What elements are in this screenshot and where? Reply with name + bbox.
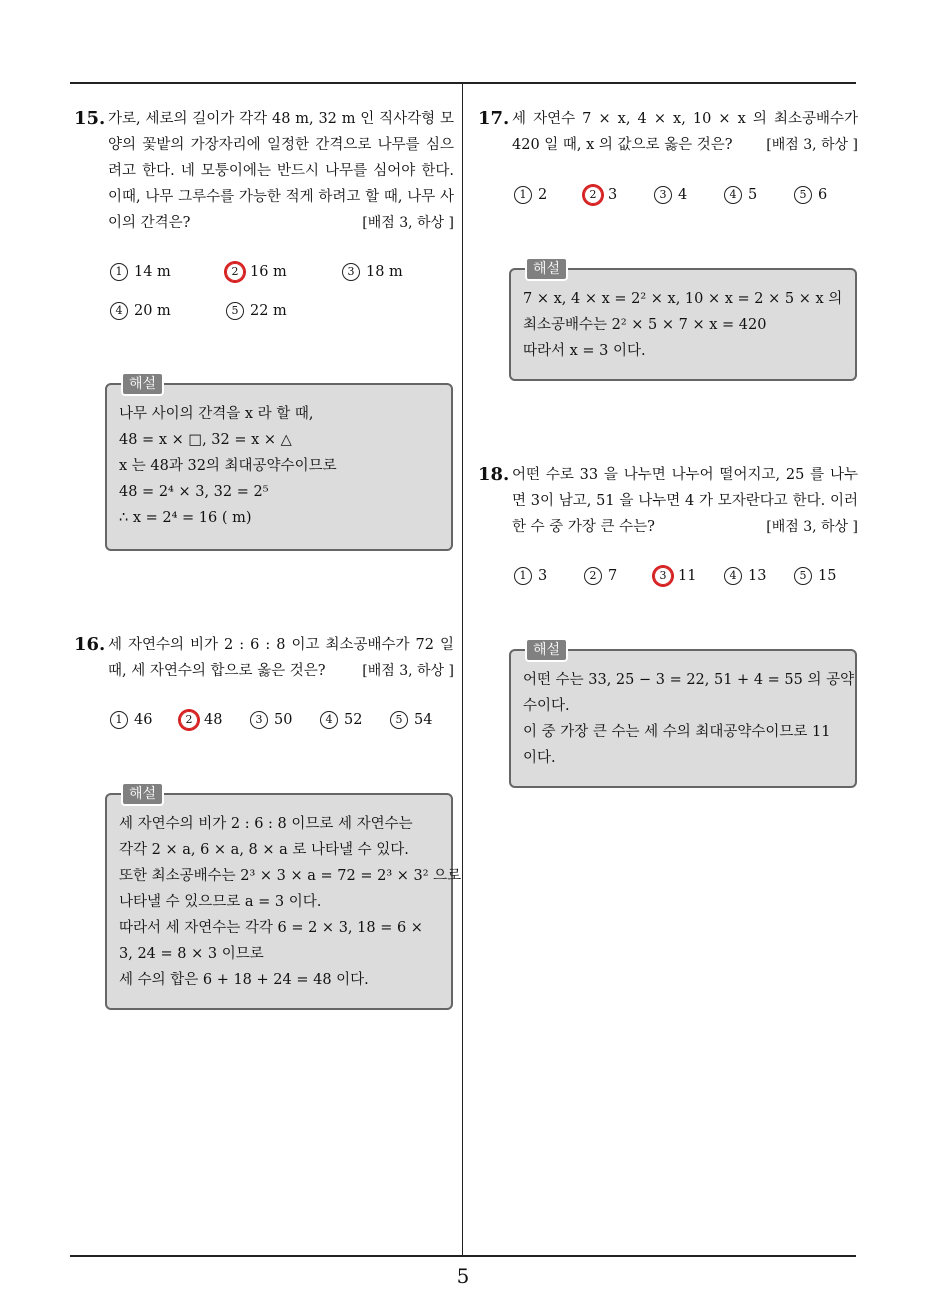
choice-marker: 4 [724, 567, 742, 585]
choice-text: 22 m [250, 303, 287, 319]
explanation-tag: 해설 [525, 257, 568, 281]
explanation-line: 이 중 가장 큰 수는 세 수의 최대공약수이므로 11 [523, 724, 831, 740]
choice-4[interactable] [724, 186, 757, 204]
choice-text: 13 [748, 568, 767, 584]
explanation-box-17 [509, 261, 857, 381]
choice-marker: 3 [654, 567, 672, 585]
problem-meta: [배점 3, 하상 ] [766, 519, 858, 535]
explanation-line: 세 자연수의 비가 2 : 6 : 8 이므로 세 자연수는 [119, 816, 413, 832]
choice-text: 20 m [134, 303, 171, 319]
explanation-line: 어떤 수는 33, 25 − 3 = 22, 51 + 4 = 55 의 공약 [523, 672, 855, 688]
choice-text: 18 m [366, 264, 403, 280]
problem-15 [74, 106, 454, 236]
choice-text: 2 [538, 187, 548, 203]
explanation-line: 48 = x × □, 32 = x × △ [119, 432, 292, 448]
choice-5[interactable] [794, 567, 836, 585]
explanation-line: 나무 사이의 간격을 x 라 할 때, [119, 406, 314, 422]
choice-text: 46 [134, 712, 153, 728]
explanation-line: 또한 최소공배수는 2³ × 3 × a = 72 = 2³ × 3² 으로 [119, 868, 462, 884]
explanation-box-16 [105, 786, 462, 1010]
choice-marker: 5 [794, 567, 812, 585]
choice-text: 7 [608, 568, 618, 584]
choice-marker: 3 [342, 263, 360, 281]
choice-text: 15 [818, 568, 837, 584]
explanation-line: 따라서 x = 3 이다. [523, 343, 646, 359]
choice-marker: 2 [180, 711, 198, 729]
choice-marker: 5 [390, 711, 408, 729]
bottom-rule [70, 1255, 856, 1257]
choice-5[interactable] [226, 302, 287, 320]
problem-meta: [배점 3, 하상 ] [362, 663, 454, 679]
explanation-line: 각각 2 × a, 6 × a, 8 × a 로 나타낼 수 있다. [119, 842, 409, 858]
explanation-line: 3, 24 = 8 × 3 이므로 [119, 946, 264, 962]
choice-text: 4 [678, 187, 688, 203]
choice-marker: 4 [724, 186, 742, 204]
problem-text: 세 자연수의 비가 2 : 6 : 8 이고 최소공배수가 72 일 때, 세 자연수의 합으로 옳은 것은? [108, 637, 454, 679]
choice-text: 48 [204, 712, 223, 728]
choice-2-selected[interactable] [226, 263, 287, 281]
choice-marker: 1 [514, 186, 532, 204]
choice-marker: 3 [250, 711, 268, 729]
explanation-line: 따라서 세 자연수는 각각 6 = 2 × 3, 18 = 6 × [119, 920, 423, 936]
choice-text: 50 [274, 712, 293, 728]
problem-text: 세 자연수 7 × x, 4 × x, 10 × x 의 최소공배수가 420 일 때, x 의 값으로 옳은 것은? [512, 111, 858, 153]
choice-3[interactable] [654, 186, 687, 204]
choice-marker: 1 [110, 711, 128, 729]
choice-2-selected[interactable] [180, 711, 222, 729]
choice-marker: 3 [654, 186, 672, 204]
problem-meta: [배점 3, 하상 ] [766, 137, 858, 153]
problem-text: 가로, 세로의 길이가 각각 48 m, 32 m 인 직사각형 모양의 꽃밭의 가장자리에 일정한 간격으로 나무를 심으려고 한다. 네 모퉁이에는 반드시 나무를 심어야 한다. 이때, 나무 그루수를 가능한 적게 하려고 할 때, 나무 사이의 간격은? [108, 111, 454, 231]
explanation-tag: 해설 [121, 782, 164, 806]
choice-marker: 5 [794, 186, 812, 204]
choice-marker: 4 [110, 302, 128, 320]
choice-marker: 4 [320, 711, 338, 729]
choice-2-selected[interactable] [584, 186, 617, 204]
choice-4[interactable] [320, 711, 362, 729]
explanation-line: 48 = 2⁴ × 3, 32 = 2⁵ [119, 484, 269, 500]
problem-17 [478, 106, 858, 158]
choice-3-selected[interactable] [654, 567, 696, 585]
explanation-tag: 해설 [121, 372, 164, 396]
choice-2[interactable] [584, 567, 617, 585]
explanation-line: 수이다. [523, 698, 570, 714]
choice-marker: 2 [584, 567, 602, 585]
problem-18 [478, 462, 858, 540]
choice-1[interactable] [514, 567, 547, 585]
choice-marker: 2 [226, 263, 244, 281]
explanation-line: ∴ x = 2⁴ = 16 ( m) [119, 510, 252, 526]
page-number: 5 [456, 1264, 470, 1288]
choice-text: 3 [538, 568, 548, 584]
choice-text: 52 [344, 712, 363, 728]
choice-marker: 2 [584, 186, 602, 204]
explanation-box-18 [509, 642, 857, 788]
choice-3[interactable] [250, 711, 292, 729]
choice-4[interactable] [110, 302, 171, 320]
column-divider [462, 83, 463, 1255]
problem-meta: [배점 3, 하상 ] [362, 215, 454, 231]
explanation-line: 나타낼 수 있으므로 a = 3 이다. [119, 894, 322, 910]
choice-text: 16 m [250, 264, 287, 280]
choice-text: 11 [678, 568, 697, 584]
explanation-tag: 해설 [525, 638, 568, 662]
choice-1[interactable] [110, 263, 171, 281]
choice-marker: 1 [514, 567, 532, 585]
choice-4[interactable] [724, 567, 766, 585]
choice-marker: 1 [110, 263, 128, 281]
explanation-box-15 [105, 376, 453, 551]
problem-number: 15. [74, 108, 106, 129]
problem-number: 16. [74, 634, 106, 655]
problem-16 [74, 632, 454, 684]
explanation-line: 세 수의 합은 6 + 18 + 24 = 48 이다. [119, 972, 369, 988]
explanation-line: 최소공배수는 2² × 5 × 7 × x = 420 [523, 317, 767, 333]
explanation-line: 7 × x, 4 × x = 2² × x, 10 × x = 2 × 5 × x 의 [523, 291, 843, 307]
choice-5[interactable] [390, 711, 432, 729]
problem-number: 17. [478, 108, 510, 129]
choice-text: 5 [748, 187, 758, 203]
choice-text: 54 [414, 712, 433, 728]
explanation-line: 이다. [523, 750, 556, 766]
top-rule [70, 82, 856, 84]
choice-1[interactable] [110, 711, 152, 729]
choice-marker: 5 [226, 302, 244, 320]
choice-3[interactable] [342, 263, 403, 281]
problem-text: 어떤 수로 33 을 나누면 나누어 떨어지고, 25 를 나누면 3이 남고, 51 을 나누면 4 가 모자란다고 한다. 이러한 수 중 가장 큰 수는? [512, 467, 858, 535]
choice-1[interactable] [514, 186, 547, 204]
problem-number: 18. [478, 464, 510, 485]
choice-5[interactable] [794, 186, 827, 204]
explanation-line: x 는 48과 32의 최대공약수이므로 [119, 458, 337, 474]
choice-text: 3 [608, 187, 618, 203]
choice-text: 14 m [134, 264, 171, 280]
choice-text: 6 [818, 187, 828, 203]
